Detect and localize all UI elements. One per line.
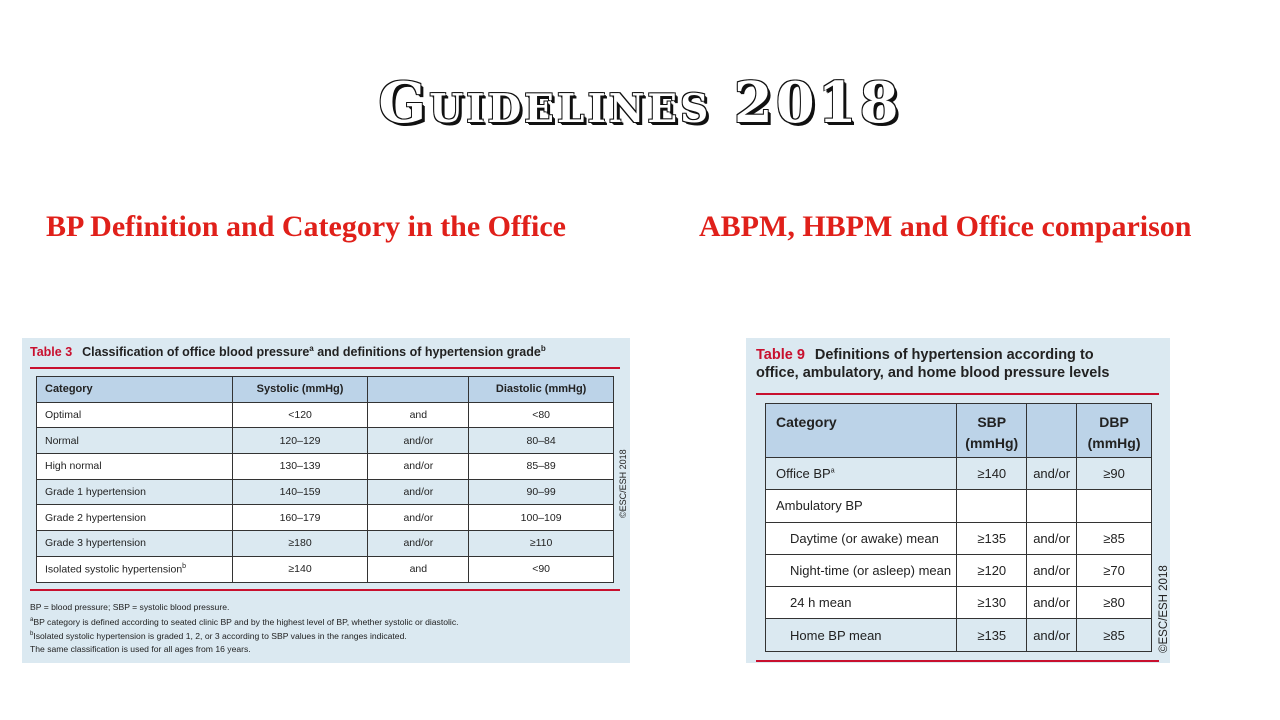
footnote-b-mark: b: [30, 631, 34, 638]
row-category: Night-time (or asleep) mean: [766, 554, 957, 586]
table9-header-sbp-unit: (mmHg): [965, 435, 1019, 451]
row-category: Grade 2 hypertension: [37, 505, 233, 531]
row-category: Grade 3 hypertension: [37, 531, 233, 557]
table9-caption-line2: office, ambulatory, and home blood pressure levels: [756, 365, 1110, 381]
table-row: [37, 479, 614, 505]
table9-top-rule: [756, 393, 1159, 395]
row-systolic: <120: [232, 402, 368, 428]
table3-header-row: [37, 377, 614, 403]
table-row: [766, 490, 1152, 522]
table9-copyright: ©ESC/ESH 2018: [1158, 565, 1170, 653]
table9-bottom-rule: [756, 660, 1159, 662]
row-category-sup: a: [830, 467, 835, 475]
table9-header-category: Category: [766, 404, 957, 458]
row-dbp: ≥80: [1077, 587, 1152, 619]
table9-header-dbp-label: DBP: [1099, 414, 1129, 430]
row-conj: and: [368, 556, 469, 582]
row-dbp: ≥70: [1077, 554, 1152, 586]
table3-bottom-rule: [30, 589, 620, 591]
table9-header-dbp-unit: (mmHg): [1087, 435, 1141, 451]
row-conj: and/or: [368, 428, 469, 454]
row-diastolic: 100–109: [469, 505, 614, 531]
table9-header-sbp-label: SBP: [977, 414, 1007, 430]
row-category: 24 h mean: [766, 587, 957, 619]
row-category: Ambulatory BP: [766, 490, 957, 522]
table-row: [37, 531, 614, 557]
table3-footnotes: [30, 601, 459, 655]
row-sbp: ≥130: [957, 587, 1027, 619]
table-row: [37, 556, 614, 582]
table3-header-category: Category: [37, 377, 233, 403]
table-row: [37, 428, 614, 454]
table3-top-rule: [30, 367, 620, 369]
row-category: Daytime (or awake) mean: [766, 522, 957, 554]
table3-caption-sup: a: [309, 344, 314, 353]
row-sbp: [957, 490, 1027, 522]
table-row: [766, 522, 1152, 554]
row-systolic: 130–139: [232, 454, 368, 480]
row-dbp: ≥85: [1077, 522, 1152, 554]
table3-caption-text: Classification of office blood pressure: [82, 345, 310, 360]
table3-header-diastolic: Diastolic (mmHg): [469, 377, 614, 403]
footnote-ages: The same classification is used for all ages from 16 years.: [30, 643, 251, 654]
row-dbp: ≥85: [1077, 619, 1152, 651]
footnote-b-text: Isolated systolic hypertension is graded 1, 2, or 3 according to SBP values in the ranges indicated.: [33, 630, 407, 641]
table3-caption-tail-sup: b: [540, 344, 546, 353]
footnote-abbrev: BP = blood pressure; SBP = systolic blood pressure.: [30, 602, 230, 612]
row-diastolic: 85–89: [469, 454, 614, 480]
row-conj: [1027, 490, 1077, 522]
subtitle-office-definition: BP Definition and Category in the Office: [46, 210, 566, 243]
table-row: [37, 454, 614, 480]
table3-caption-tail: and definitions of hypertension grade: [313, 345, 541, 360]
row-category: [766, 458, 957, 490]
row-dbp: [1077, 490, 1152, 522]
row-diastolic: <80: [469, 402, 614, 428]
table3-copyright: ©ESC/ESH 2018: [618, 449, 628, 518]
row-category: Home BP mean: [766, 619, 957, 651]
row-systolic: ≥180: [232, 531, 368, 557]
table-row: [37, 505, 614, 531]
row-sbp: ≥120: [957, 554, 1027, 586]
row-conj: and/or: [368, 531, 469, 557]
row-dbp: ≥90: [1077, 458, 1152, 490]
table3-header-conj: [368, 377, 469, 403]
row-systolic: 140–159: [232, 479, 368, 505]
row-conj: and/or: [368, 505, 469, 531]
row-systolic: 160–179: [232, 505, 368, 531]
table9-grid: [765, 403, 1152, 652]
table3-number: Table 3: [30, 345, 73, 360]
table9-number: Table 9: [756, 347, 805, 363]
row-diastolic: ≥110: [469, 531, 614, 557]
row-conj: and/or: [1027, 587, 1077, 619]
table9-caption-line1: Definitions of hypertension according to: [814, 347, 1094, 363]
table9-header-row: [766, 404, 1152, 458]
row-systolic: 120–129: [232, 428, 368, 454]
row-category-text: Office BP: [776, 466, 831, 482]
row-category: Normal: [37, 428, 233, 454]
row-sbp: ≥140: [957, 458, 1027, 490]
table3-caption: [30, 344, 546, 359]
row-category: Grade 1 hypertension: [37, 479, 233, 505]
row-diastolic: <90: [469, 556, 614, 582]
table9-header-dbp: [1077, 404, 1152, 458]
subtitle-abpm-comparison: ABPM, HBPM and Office comparison: [699, 210, 1192, 243]
table-row: [766, 619, 1152, 651]
row-category: High normal: [37, 454, 233, 480]
row-conj: and/or: [1027, 619, 1077, 651]
table9-header-conj: [1027, 404, 1077, 458]
table9-panel: [746, 338, 1170, 663]
table-row: [37, 402, 614, 428]
row-conj: and/or: [1027, 522, 1077, 554]
row-category: Optimal: [37, 402, 233, 428]
table3-grid: [36, 376, 614, 583]
row-category-sup: b: [182, 562, 187, 570]
footnote-a-text: BP category is defined according to seated clinic BP and by the highest level of BP, whether systolic or diastolic.: [33, 616, 459, 627]
row-systolic: ≥140: [232, 556, 368, 582]
footnote-a: [30, 614, 459, 628]
row-conj: and/or: [368, 479, 469, 505]
table-row: [766, 458, 1152, 490]
table3-header-systolic: Systolic (mmHg): [232, 377, 368, 403]
table3-panel: [22, 338, 630, 663]
row-sbp: ≥135: [957, 619, 1027, 651]
page-title: Guidelines 2018: [378, 70, 902, 136]
table9-caption: [756, 346, 1109, 382]
row-diastolic: 90–99: [469, 479, 614, 505]
footnote-a-mark: a: [30, 616, 34, 623]
row-conj: and: [368, 402, 469, 428]
row-category-text: Isolated systolic hypertension: [45, 563, 183, 576]
table9-header-sbp: [957, 404, 1027, 458]
table-row: [766, 587, 1152, 619]
row-conj: and/or: [1027, 554, 1077, 586]
row-category: [37, 556, 233, 582]
row-sbp: ≥135: [957, 522, 1027, 554]
footnote-b: [30, 628, 459, 642]
table-row: [766, 554, 1152, 586]
row-conj: and/or: [368, 454, 469, 480]
row-diastolic: 80–84: [469, 428, 614, 454]
row-conj: and/or: [1027, 458, 1077, 490]
